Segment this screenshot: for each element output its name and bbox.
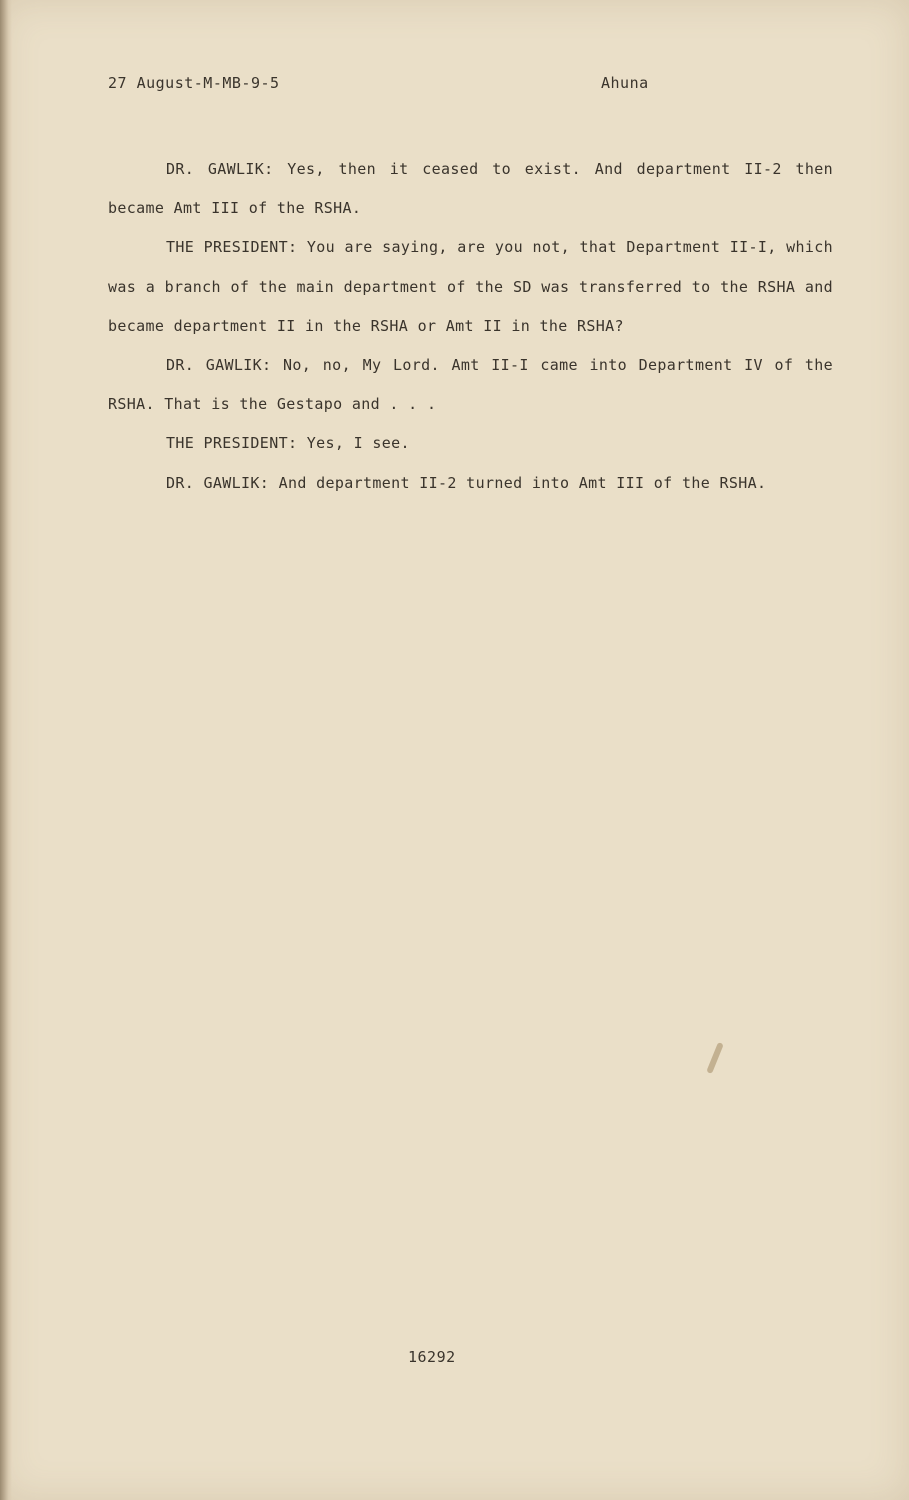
paragraph-gawlik-1: DR. GAWLIK: Yes, then it ceased to exist. And department II-2 then became Amt III of the RSHA. bbox=[108, 160, 833, 218]
transcript-body bbox=[108, 150, 833, 503]
paragraph-president-2: THE PRESIDENT: Yes, I see. bbox=[166, 434, 410, 453]
page-edge-shadow bbox=[0, 0, 12, 1500]
paragraph-president-1: THE PRESIDENT: You are saying, are you not, that Department II-I, which was a branch of the main department of the SD was transferred to the RSHA and became department II in the RSHA or Amt II in the RSHA? bbox=[108, 238, 833, 335]
page-number: 16292 bbox=[408, 1348, 456, 1366]
pencil-mark bbox=[706, 1042, 724, 1074]
paragraph-gawlik-2: DR. GAWLIK: No, no, My Lord. Amt II-I came into Department IV of the RSHA. That is the Gestapo and . . . bbox=[108, 356, 833, 414]
reporter-name: Ahuna bbox=[601, 74, 649, 92]
transcript-reference: 27 August-M-MB-9-5 bbox=[108, 74, 280, 92]
paragraph-gawlik-3: DR. GAWLIK: And department II-2 turned into Amt III of the RSHA. bbox=[166, 473, 767, 492]
